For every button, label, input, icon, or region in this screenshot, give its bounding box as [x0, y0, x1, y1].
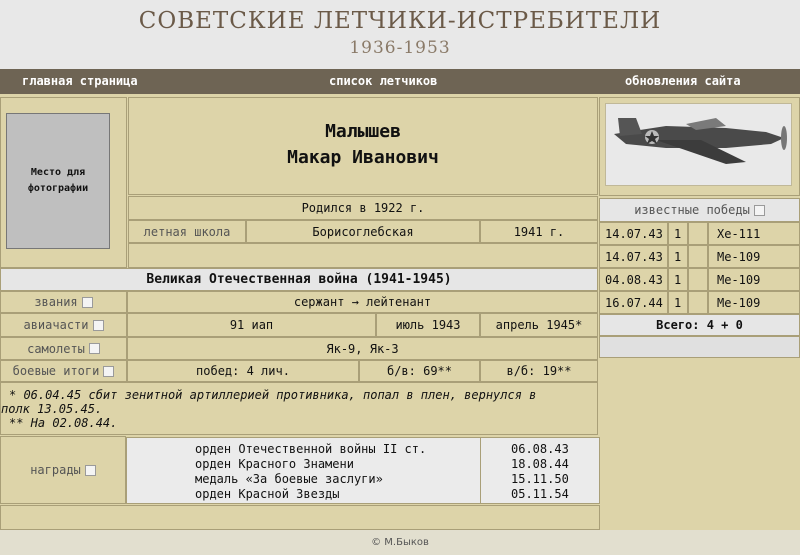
unit-to: апрель 1945* — [480, 313, 598, 337]
planes-value: Як-9, Як-3 — [127, 337, 598, 360]
nav-home-link[interactable]: главная страница — [22, 74, 138, 88]
note-1b: полк 13.05.45. — [1, 402, 103, 416]
award-name: орден Отечественной войны II ст. — [195, 442, 427, 456]
awards-table — [126, 437, 600, 504]
victory-blank — [688, 222, 708, 245]
note-1a: * 06.04.45 сбит зенитной артиллерией противника, попал в плен, вернулся в — [9, 388, 537, 402]
victory-row — [599, 291, 800, 314]
victory-date: 16.07.44 — [599, 291, 668, 314]
ranks-label: звания — [34, 295, 78, 309]
yak-fighter-image — [606, 104, 792, 186]
victories-empty — [599, 336, 800, 358]
image-icon — [82, 297, 93, 308]
victory-count: 1 — [668, 222, 688, 245]
plane-image — [605, 103, 792, 186]
award-date: 06.08.43 — [511, 442, 569, 456]
image-icon — [93, 320, 104, 331]
victories-title: известные победы — [634, 203, 750, 217]
school-label: летная школа — [128, 220, 246, 243]
unit-from: июль 1943 — [376, 313, 480, 337]
empty-row — [128, 243, 598, 268]
photo-placeholder-line1: Место для — [30, 167, 86, 178]
site-header — [0, 0, 800, 69]
award-name: орден Красной Звезды — [195, 487, 340, 501]
notes — [0, 382, 598, 435]
units-label-cell — [0, 313, 127, 337]
sorties-value: б/в: 69** — [359, 360, 480, 382]
nav-bar — [0, 69, 800, 94]
victory-blank — [688, 245, 708, 268]
site-title: СОВЕТСКИЕ ЛЕТЧИКИ-ИСТРЕБИТЕЛИ — [138, 8, 662, 34]
victory-date: 14.07.43 — [599, 222, 668, 245]
image-icon — [754, 205, 765, 216]
award-date: 15.11.50 — [511, 472, 569, 486]
combats-value: в/б: 19** — [480, 360, 598, 382]
units-label: авиачасти — [23, 318, 89, 332]
born-row — [128, 196, 598, 220]
ranks-value: сержант → лейтенант — [127, 291, 598, 313]
pilot-given-name: Макар Иванович — [287, 147, 439, 168]
victory-row — [599, 222, 800, 245]
awards-label: награды — [30, 463, 81, 477]
nav-pilots-link[interactable]: список летчиков — [329, 74, 438, 88]
photo-placeholder-line2: фотографии — [27, 183, 89, 194]
results-label: боевые итоги — [12, 364, 100, 378]
victory-type: Me-109 — [708, 245, 800, 268]
victory-count: 1 — [668, 291, 688, 314]
victory-type: Хе-111 — [708, 222, 800, 245]
note-2: ** На 02.08.44. — [9, 416, 118, 430]
awards-label-cell — [0, 436, 126, 504]
born-text: Родился в 1922 г. — [301, 201, 425, 215]
war-title: Великая Отечественная война (1941-1945) — [0, 268, 598, 291]
school-year: 1941 г. — [480, 220, 598, 243]
image-icon — [103, 366, 114, 377]
planes-label-cell — [0, 337, 127, 360]
site-years: 1936-1953 — [349, 38, 451, 58]
nav-updates-link[interactable]: обновления сайта — [625, 74, 741, 88]
photo-placeholder — [6, 113, 110, 249]
victory-blank — [688, 291, 708, 314]
victory-date: 14.07.43 — [599, 245, 668, 268]
award-date: 05.11.54 — [511, 487, 569, 501]
victory-type: Me-109 — [708, 268, 800, 291]
pilot-name — [128, 97, 598, 195]
victories-value: побед: 4 лич. — [127, 360, 359, 382]
image-icon — [85, 465, 96, 476]
victory-blank — [688, 268, 708, 291]
victories-header — [599, 198, 800, 222]
ranks-label-cell — [0, 291, 127, 313]
planes-label: самолеты — [27, 341, 85, 356]
school-name: Борисоглебская — [246, 220, 480, 243]
victory-count: 1 — [668, 245, 688, 268]
bottom-empty — [0, 505, 600, 530]
results-label-cell — [0, 360, 127, 382]
footer: © М.Быков — [0, 530, 800, 555]
victories-total: Всего: 4 + 0 — [599, 314, 800, 336]
victory-count: 1 — [668, 268, 688, 291]
victory-date: 04.08.43 — [599, 268, 668, 291]
image-icon — [89, 343, 100, 354]
award-name: медаль «За боевые заслуги» — [195, 472, 383, 486]
award-name: орден Красного Знамени — [195, 457, 354, 471]
victory-row — [599, 268, 800, 291]
award-date: 18.08.44 — [511, 457, 569, 471]
victory-row — [599, 245, 800, 268]
unit-name: 91 иап — [127, 313, 376, 337]
victory-type: Me-109 — [708, 291, 800, 314]
pilot-surname: Малышев — [325, 121, 401, 142]
